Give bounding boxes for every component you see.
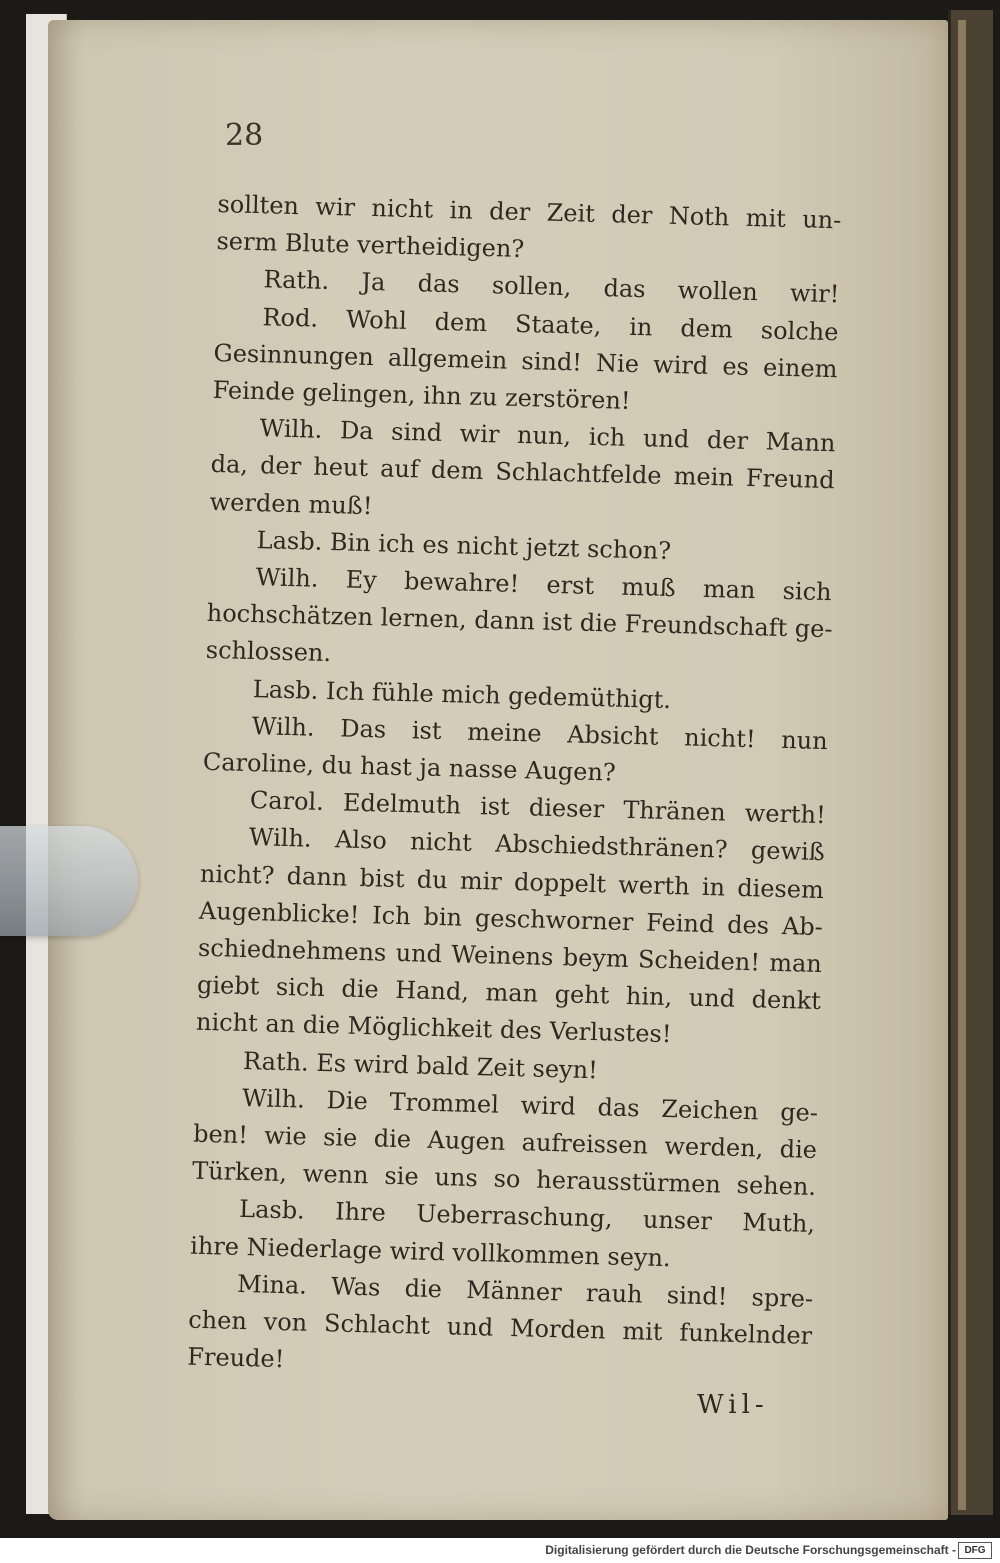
text-line: chen von Schlacht und Morden mit funkelnder [187,1305,813,1351]
text-line: Caroline, du hast ja nasse Augen? [202,747,617,787]
page-text [187,186,842,1392]
text-line: nicht an die Möglichkeit des Verlustes! [195,1008,672,1049]
text-line: da, der heut auf dem Schlachtfelde mein Freund [210,450,835,495]
page-edge [958,20,966,1510]
text-line: Lasb. Ich fühle mich gedemüthigt. [252,674,672,714]
text-line: nicht? dann bist du mir doppelt werth in diesem [199,859,825,904]
text-line: serm Blute vertheidigen? [216,227,525,264]
footer-credit: Digitalisierung gefördert durch die Deutsche Forschungsgemeinschaft - [545,1543,956,1557]
text-line: Rath. Es wird bald Zeit seyn! [242,1046,599,1084]
text-line: Wilh. Da sind wir nun, ich und der Mann [259,414,836,458]
text-line: Wilh. Ey bewahre! erst muß man sich [255,563,832,607]
text-line: Türken, wenn sie uns so herausstürmen sehen. [191,1156,817,1202]
text-line: Wilh. Das ist meine Absicht nicht! nun [251,711,829,755]
text-line: Freude! [186,1342,285,1374]
text-line: schiednehmens und Weinens beym Scheiden! man [197,933,823,979]
text-line: giebt sich die Hand, man geht hin, und denkt [196,970,822,1016]
text-line: ihre Niederlage wird vollkommen seyn. [189,1231,672,1272]
text-line: Gesinnungen allgemein sind! Nie wird es einem [213,338,838,384]
page-clip [0,826,138,936]
text-line: Augenblicke! Ich bin geschworner Feind des Ab- [198,896,824,941]
dfg-logo: DFG [958,1542,992,1559]
text-line: werden muß! [209,487,373,520]
text-line: Rod. Wohl dem Staate, in dem solche [262,302,839,346]
text-line: Wilh. Die Trommel wird das Zeichen ge- [241,1083,819,1127]
text-line: Wilh. Also nicht Abschiedsthränen? gewiß [248,823,826,867]
book-spine-strip [948,10,993,1515]
catchword: Wil- [697,1390,769,1420]
page-number: 28 [225,118,264,153]
text-line: schlossen. [205,636,332,668]
text-line: Rath. Ja das sollen, das wollen wir! [263,265,840,309]
text-line: hochschätzen lernen, dann ist die Freundschaft ge- [206,599,833,644]
text-line: Feinde gelingen, ihn zu zerstören! [212,375,631,415]
text-line: Carol. Edelmuth ist dieser Thränen werth! [249,786,827,830]
text-line: Lasb. Ihre Ueberraschung, unser Muth, [238,1195,816,1239]
text-line: sollten wir nicht in der Zeit der Noth mit un- [217,189,842,235]
text-line: Lasb. Bin ich es nicht jetzt schon? [256,525,672,565]
digitization-footer [0,1538,1000,1563]
text-line: ben! wie sie die Augen aufreissen werden, die [192,1119,818,1165]
text-line: Mina. Was die Männer rauh sind! spre- [236,1269,814,1313]
